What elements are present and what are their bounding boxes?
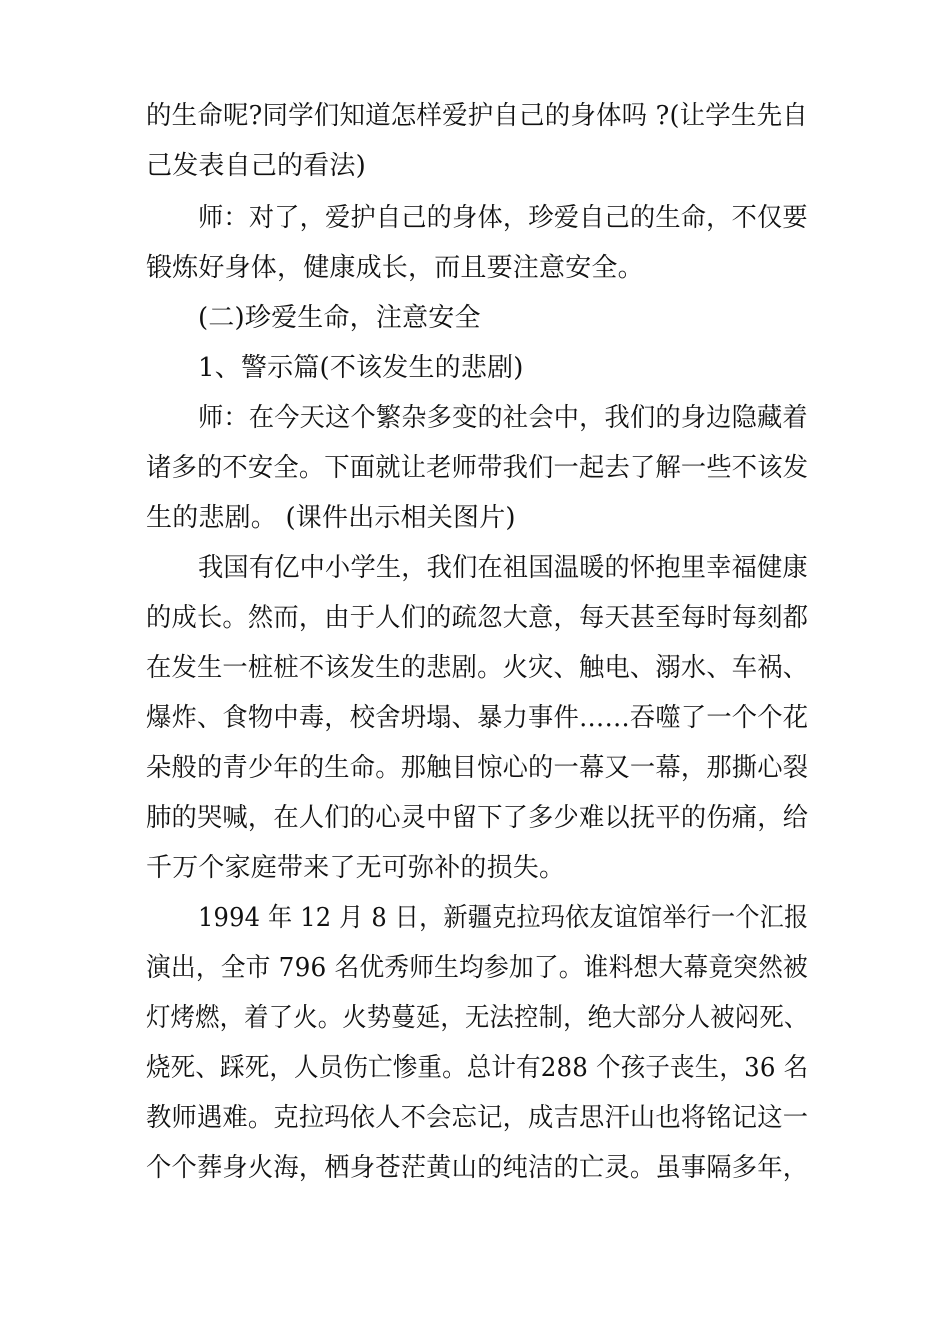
text-line: 诸多的不安全。下面就让老师带我们一起去了解一些不该发 (146, 453, 809, 483)
text-line: 在发生一桩桩不该发生的悲剧。火灾、触电、溺水、车祸、 (146, 653, 809, 683)
text-line: 我国有亿中小学生，我们在祖国温暖的怀抱里幸福健康 (198, 553, 808, 583)
text-line: 教师遇难。克拉玛依人不会忘记，成吉思汗山也将铭记这一 (146, 1103, 809, 1133)
text-line: 烧死、踩死，人员伤亡惨重。总计有288 个孩子丧生，36 名 (146, 1053, 809, 1083)
text-line: 灯烤燃，着了火。火势蔓延，无法控制，绝大部分人被闷死、 (146, 1003, 809, 1033)
text-line: 师：对了，爱护自己的身体，珍爱自己的生命，不仅要 (198, 203, 808, 233)
text-line: 朵般的青少年的生命。那触目惊心的一幕又一幕，那撕心裂 (146, 753, 809, 783)
text-line: 的生命呢?同学们知道怎样爱护自己的身体吗 ?(让学生先自 (146, 101, 808, 131)
text-line: 生的悲剧。 (课件出示相关图片) (146, 503, 516, 533)
text-line: 演出，全市 796 名优秀师生均参加了。谁料想大幕竟突然被 (146, 953, 808, 983)
section-heading: (二)珍爱生命，注意安全 (198, 303, 481, 333)
text-line: 千万个家庭带来了无可弥补的损失。 (146, 853, 566, 883)
text-line: 师：在今天这个繁杂多变的社会中，我们的身边隐藏着 (198, 403, 808, 433)
text-line: 己发表自己的看法) (146, 151, 366, 181)
text-line: 锻炼好身体，健康成长，而且要注意安全。 (146, 253, 644, 283)
subsection-heading: 1、警示篇(不该发生的悲剧) (198, 353, 524, 383)
text-line: 1994 年 12 月 8 日，新疆克拉玛依友谊馆举行一个汇报 (198, 903, 809, 933)
text-line: 的成长。然而，由于人们的疏忽大意，每天甚至每时每刻都 (146, 603, 809, 633)
text-line: 肺的哭喊，在人们的心灵中留下了多少难以抚平的伤痛，给 (146, 803, 809, 833)
text-line: 爆炸、食物中毒，校舍坍塌、暴力事件……吞噬了一个个花 (146, 703, 809, 733)
text-line: 个个葬身火海，栖身苍茫黄山的纯洁的亡灵。虽事隔多年， (146, 1153, 809, 1183)
